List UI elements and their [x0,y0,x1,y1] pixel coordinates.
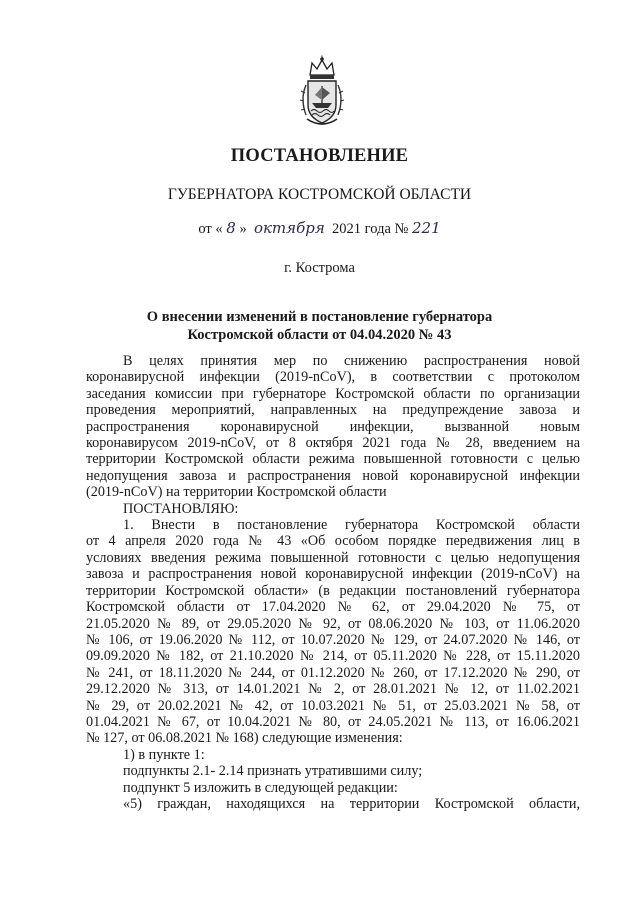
body-line: 09.09.2020 № 182, от 21.10.2020 № 214, от 05.11.2020 № 228, от 15.11.2020 [86,648,580,665]
body-line: (2019-nCoV) на территории Костромской области [86,484,387,501]
date-month-handwritten: октября [253,219,325,237]
body-line: 29.12.2020 № 313, от 14.01.2021 № 2, от 28.01.2021 № 12, от 11.02.2021 [86,681,580,698]
date-mid: » [239,221,247,237]
document-title: ПОСТАНОВЛЕНИЕ [230,146,409,166]
body-line: территории Костромской области режима повышенной готовности с целью [86,451,580,468]
body-line: подпункт 5 изложить в следующей редакции: [123,779,398,796]
date-year: 2021 года № [332,221,409,237]
body-line: «5) граждан, находящихся на территории Костромской области, [123,795,580,812]
body-line: Костромской области от 17.04.2020 № 62, от 29.04.2020 № 75, от [86,599,580,616]
body-line: № 127, от 06.08.2021 № 168) следующие изменения: [86,730,403,747]
body-line: В целях принятия мер по снижению распространения новой [123,353,580,369]
body-line: коронавирусом 2019-nCoV, от 8 октября 2021 года № 28, введением на [86,435,580,452]
body-line: коронавирусной инфекции (2019-nCoV), в соответствии с протоколом [86,369,580,386]
body-line: распространения коронавирусной инфекции, вызванной новым [86,418,580,435]
body-line: 01.04.2021 № 67, от 10.04.2021 № 80, от 24.05.2021 № 113, от 16.06.2021 [86,713,580,730]
heading-line: Костромской области от 04.04.2020 № 43 [187,327,452,343]
body-line: подпункты 2.1- 2.14 признать утратившими силу; [123,763,423,780]
body-line: № 29, от 20.02.2021 № 42, от 10.03.2021 № 51, от 25.03.2021 № 58, от [86,697,580,714]
body-line: заседания комиссии при губернаторе Костромской области по организации [86,385,580,402]
body-line: от 4 апреля 2020 года № 43 «Об особом порядке передвижения лиц в [86,533,580,550]
body-line: № 241, от 18.11.2020 № 244, от 01.12.2020 № 260, от 17.12.2020 № 290, от [86,664,580,681]
kostroma-coat-of-arms-icon [297,55,347,129]
document-body [86,353,580,812]
body-line: условиях введения режима повышенной готовности с целью недопущения [86,549,580,566]
issuer-subtitle: ГУБЕРНАТОРА КОСТРОМСКОЙ ОБЛАСТИ [167,186,472,203]
body-line: завоза и распространения новой коронавирусной инфекции (2019-nCoV) на [86,566,580,583]
body-line: 1) в пункте 1: [123,746,205,763]
heading-line: О внесении изменений в постановление губернатора [146,309,493,325]
body-line: проведения мероприятий, направленных на предупреждение завоза и [86,402,580,419]
document-heading [0,308,639,344]
city-line: г. Кострома [284,260,355,276]
body-line: 1. Внести в постановление губернатора Костромской области [123,517,580,534]
body-line: 21.05.2020 № 89, от 29.05.2020 № 92, от 08.06.2020 № 103, от 11.06.2020 [86,615,580,632]
document-dateline [0,219,639,238]
body-line: территории Костромской области» (в редакции постановлений губернатора [86,582,580,599]
body-line: № 106, от 19.06.2020 № 112, от 10.07.2020 № 129, от 24.07.2020 № 146, от [86,631,580,648]
document-number-handwritten: 221 [411,219,441,237]
body-line: недопущения завоза и распространения новой коронавирусной инфекции [86,467,580,484]
date-day-handwritten: 8 [226,219,236,237]
resolution-keyword: ПОСТАНОВЛЯЮ: [123,500,239,517]
date-prefix: от « [198,221,223,237]
